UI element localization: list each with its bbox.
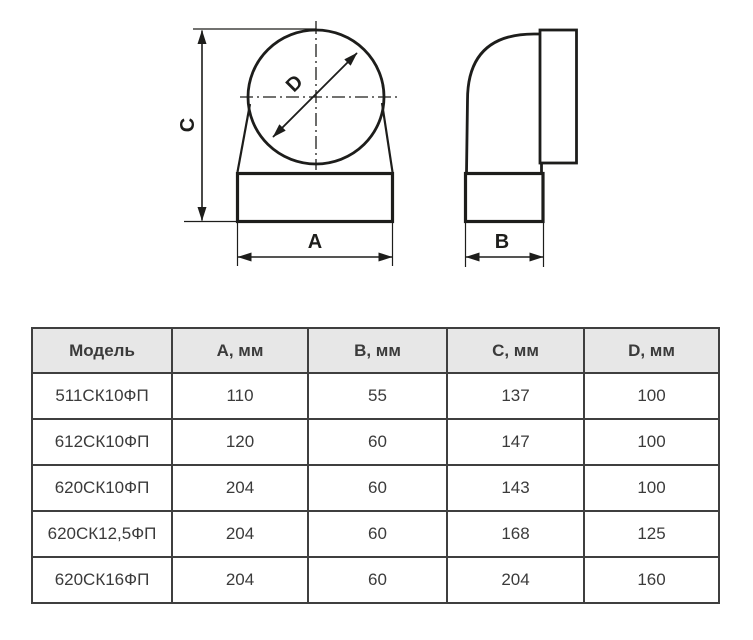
round-pipe-stub — [540, 30, 577, 163]
dim-label-d: D — [281, 70, 308, 97]
cell-c: 137 — [447, 373, 584, 419]
cell-b: 60 — [308, 465, 447, 511]
col-header-model: Модель — [32, 328, 172, 373]
transition-side-left — [238, 104, 251, 172]
table-row — [32, 465, 719, 511]
cell-c: 204 — [447, 557, 584, 603]
dim-label-c: C — [177, 117, 199, 133]
cell-model: 620СК10ФП — [32, 465, 172, 511]
spec-table — [31, 327, 720, 604]
cell-b: 60 — [308, 419, 447, 465]
cell-d: 100 — [584, 419, 719, 465]
front-view — [177, 21, 398, 266]
cell-a: 204 — [172, 557, 308, 603]
table-row — [32, 511, 719, 557]
cell-c: 168 — [447, 511, 584, 557]
table-row — [32, 419, 719, 465]
transition-side-right — [382, 103, 393, 172]
col-header-c: C, мм — [447, 328, 584, 373]
table-header-row — [32, 328, 719, 373]
cell-b: 55 — [308, 373, 447, 419]
cell-a: 204 — [172, 465, 308, 511]
col-header-a: A, мм — [172, 328, 308, 373]
cell-model: 612СК10ФП — [32, 419, 172, 465]
cell-model: 620СК12,5ФП — [32, 511, 172, 557]
dim-arrow-d — [273, 53, 357, 137]
cell-a: 204 — [172, 511, 308, 557]
cell-a: 110 — [172, 373, 308, 419]
cell-model: 620СК16ФП — [32, 557, 172, 603]
cell-b: 60 — [308, 557, 447, 603]
cell-model: 511СК10ФП — [32, 373, 172, 419]
cell-d: 160 — [584, 557, 719, 603]
table-row — [32, 557, 719, 603]
cell-d: 100 — [584, 373, 719, 419]
cell-a: 120 — [172, 419, 308, 465]
table-row — [32, 373, 719, 419]
col-header-d: D, мм — [584, 328, 719, 373]
cell-c: 143 — [447, 465, 584, 511]
flange-side — [466, 174, 544, 222]
dim-label-a: A — [307, 231, 323, 253]
flange-front — [238, 174, 393, 222]
dim-label-b: B — [494, 231, 510, 253]
cell-d: 125 — [584, 511, 719, 557]
cell-c: 147 — [447, 419, 584, 465]
side-view — [466, 30, 577, 267]
col-header-b: B, мм — [308, 328, 447, 373]
cell-d: 100 — [584, 465, 719, 511]
cell-b: 60 — [308, 511, 447, 557]
elbow-body-outline — [467, 34, 541, 173]
